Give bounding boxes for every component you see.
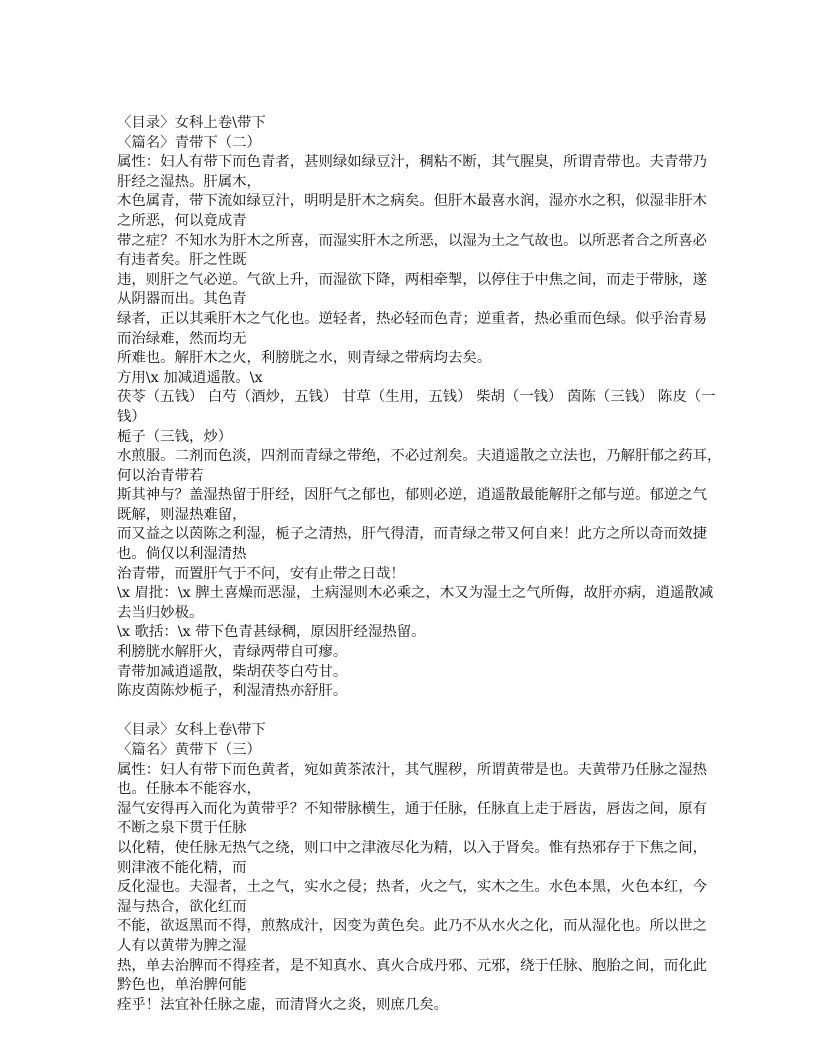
text-line: 治青带，而置肝气于不问，安有止带之日哉！ bbox=[117, 565, 405, 582]
text-line: 以化精，使任脉无热气之绕，则口中之津液尽化为精，以入于肾矣。惟有热邪存于下焦之间， bbox=[117, 839, 708, 856]
text-line: 木色属青，带下流如绿豆汁，明明是肝木之病矣。但肝木最喜水润，湿亦水之积，似湿非肝木 bbox=[117, 193, 708, 210]
text-line: 肝经之湿热。肝属木， bbox=[117, 173, 261, 190]
section-title: 〈篇名〉青带下（二） bbox=[117, 134, 261, 151]
catalog-line: 〈目录〉女科上卷\带下 bbox=[117, 115, 266, 131]
text-line: 斯其神与？盖湿热留于肝经，因肝气之郁也，郁则必逆，逍遥散最能解肝之郁与逆。郁逆之气 bbox=[117, 487, 708, 504]
section-title: 〈篇名〉黄带下（三） bbox=[117, 742, 261, 758]
text-line: 也。倘仅以利湿清热 bbox=[117, 546, 247, 563]
document-page bbox=[117, 114, 722, 1015]
text-line: 湿气安得再入而化为黄带乎？不知带脉横生，通于任脉，任脉直上走于唇齿，唇齿之间，原有 bbox=[117, 800, 708, 817]
verse-line: \x 歌括：\x 带下色青甚绿稠，原因肝经湿热留。 bbox=[117, 624, 426, 641]
text-line: 有违者矣。肝之性既 bbox=[117, 252, 247, 269]
text-line: 而又益之以茵陈之利湿，栀子之清热，肝气得清，而青绿之带又何自来！此方之所以奇而效捷 bbox=[117, 526, 708, 543]
verse-line: 利膀胱水解肝火，青绿两带自可瘳。 bbox=[117, 644, 348, 661]
text-line: 带之症？不知水为肝木之所喜，而湿实肝木之所恶，以湿为土之气故也。以所恶者合之所喜必 bbox=[117, 232, 708, 249]
text-line: 热，单去治脾而不得痊者，是不知真水、真火合成丹邪、元邪，绕于任脉、胞胎之间，而化此 bbox=[117, 957, 708, 974]
text-line: 既解，则湿热难留， bbox=[117, 506, 247, 523]
commentary-line: \x 眉批：\x 脾土喜燥而恶湿，土病湿则木必乘之，木又为湿土之气所侮，故肝亦病，逍遥散减 bbox=[117, 585, 714, 602]
text-line: 何以治青带若 bbox=[117, 467, 204, 484]
text-line: 反化湿也。夫湿者，土之气，实水之侵；热者，火之气，实木之生。水色本黑，火色本红，今 bbox=[117, 879, 708, 896]
ingredients-line: 茯苓（五钱） 白芍（酒炒，五钱） 甘草（生用，五钱） 柴胡（一钱） 茵陈（三钱） 陈皮（一 bbox=[117, 389, 716, 406]
text-line: 绿者，正以其乘肝木之气化也。逆轻者，热必轻而色青；逆重者，热必重而色绿。似乎治青易 bbox=[117, 310, 708, 327]
text-line: 不断之泉下贯于任脉 bbox=[117, 820, 247, 837]
section-qing-dai bbox=[117, 114, 722, 702]
prescription-line: 方用\x 加减逍遥散。\x bbox=[117, 369, 263, 386]
text-line: 水煎服。二剂而色淡，四剂而青绿之带绝，不必过剂矣。夫逍遥散之立法也，乃解肝郁之药耳， bbox=[117, 448, 722, 465]
catalog-line: 〈目录〉女科上卷\带下 bbox=[117, 722, 266, 739]
text-line: 痊乎！法宜补任脉之虚，而清肾火之炎，则庶几矣。 bbox=[117, 996, 448, 1013]
commentary-line: 去当归妙极。 bbox=[117, 604, 204, 621]
text-line: 之所恶，何以竟成青 bbox=[117, 212, 247, 229]
section-huang-dai bbox=[117, 721, 708, 1015]
ingredients-line: 钱） bbox=[117, 408, 146, 425]
text-line: 湿与热合，欲化红而 bbox=[117, 898, 247, 915]
text-line: 从阴器而出。其色青 bbox=[117, 291, 247, 308]
text-line: 属性：妇人有带下而色黄者，宛如黄茶浓汁，其气腥秽，所谓黄带是也。夫黄带乃任脉之湿热 bbox=[117, 761, 708, 778]
text-line: 而治绿难，然而均无 bbox=[117, 330, 247, 347]
section-separator bbox=[117, 702, 703, 722]
text-line: 则津液不能化精，而 bbox=[117, 859, 247, 876]
text-line: 黔色也，单治脾何能 bbox=[117, 977, 247, 994]
text-line: 不能，欲返黑而不得，煎熬成汁，因变为黄色矣。此乃不从水火之化，而从湿化也。所以世之 bbox=[117, 918, 708, 935]
ingredients-line: 栀子（三钱，炒） bbox=[117, 428, 233, 445]
text-line: 人有以黄带为脾之湿 bbox=[117, 937, 247, 954]
verse-line: 青带加减逍遥散，柴胡茯苓白芍甘。 bbox=[117, 663, 348, 680]
text-line: 也。任脉本不能容水， bbox=[117, 781, 261, 798]
text-line: 所难也。解肝木之火，利膀胱之水，则青绿之带病均去矣。 bbox=[117, 350, 492, 367]
verse-line: 陈皮茵陈炒栀子，利湿清热亦舒肝。 bbox=[117, 683, 348, 700]
text-line: 违，则肝之气必逆。气欲上升，而湿欲下降，两相牵掣，以停住于中焦之间，而走于带脉，遂 bbox=[117, 271, 708, 288]
text-line: 属性：妇人有带下而色青者，甚则绿如绿豆汁，稠粘不断，其气腥臭，所谓青带也。夫青带乃 bbox=[117, 154, 708, 171]
